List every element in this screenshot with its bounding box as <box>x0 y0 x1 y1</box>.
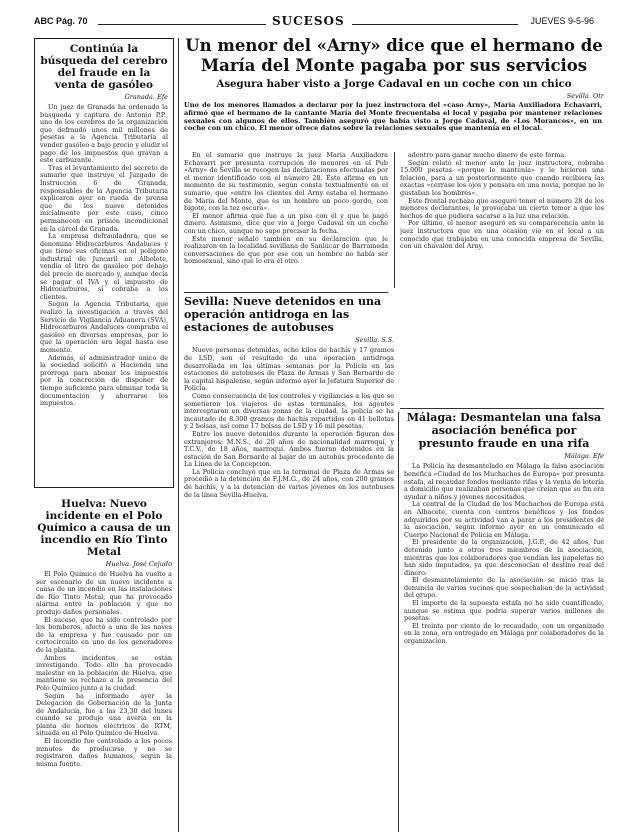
main-lead: Uno de los menores llamados a declarar por la juez instructora del «caso Arny», María Auxiliadora Echavarri, afirmó que el hermano de la cantante María del Monte frecuentaba el local y pagaba por mantener relaciones sexuales con algunos de ellos. También aseguró que había visto a Jorge Cadaval, de «Los Morancos», en un coche con un chico. El menor ofrece datos sobre la relaciones sexuales que mantenía en el local. <box>184 102 602 133</box>
page-date: JUEVES 9-5-96 <box>530 16 594 26</box>
paragraph: Este frontal rechazo que aseguró tener el número 28 de los menores declarantes, le provocaba un cierto temor a que los hechos de que pudiera sacarse a la luz una relación. <box>400 196 604 220</box>
paragraph: Ambos incidentes se están investigando. Todo ello ha provocado malestar en la población de Huelva, que mantiene su rechazo a la presencia del Polo Químico junto a la ciudad. <box>36 653 172 692</box>
story-byline-sevilla: Sevilla. S.S. <box>355 336 394 345</box>
brief-title-fraud: Continúa la búsqueda del cerebro del fraude en la venta de gasóleo <box>40 43 168 91</box>
main-subtitle-wrap <box>184 78 604 92</box>
main-column-divider <box>394 152 395 288</box>
paragraph: El treinta por ciento de lo recaudado, con un organizado en la zona, era entregado en Málaga por colaboradores de la organización. <box>404 621 604 646</box>
newspaper-page <box>34 14 604 832</box>
paragraph: El Polo Químico de Huelva ha vuelto a ser escenario de un nuevo incidente a causa de un incendio en las instalaciones de Río Tinto Metal, que ha provocado alarma entre la población y que no produjo daños personales. <box>36 570 172 616</box>
paragraph: adentro para ganar mucho dinero de este forma. <box>408 152 567 159</box>
paragraph: Según la Agencia Tributaria, que realizó la investigación a través del Servicio de Vigilancia Aduanera (SVA), Hidrocarburos Andaluces compraba el gasóleo en diversas empresas, por lo que la operación era legal hasta ese momento. <box>40 300 168 354</box>
section-title: SUCESOS <box>272 14 345 28</box>
main-lead-wrap <box>184 102 602 150</box>
brief-title-huelva: Huelva: Nuevo incidente en el Polo Químico a causa de un incendio en Río Tinto Metal <box>37 498 171 558</box>
brief-byline-huelva: Huelva. José Cejudo <box>105 560 172 568</box>
story-sevilla <box>184 296 394 832</box>
paragraph: En el sumario que instruye la juez María Auxiliadora Echavarri por presunta corrupción de menores en el Pub «Arny» de Sevilla se recogen las declaraciones efectuadas por el menor identificado con el número 28. Éste afirma en un momento de su testimonio, según consta textualmente en el sumario, que «entre los clientes del Arny estaba el hermano de María del Monte, que es un hombre un poco gordo, con bigote, con la tez oscura». <box>184 152 388 213</box>
main-column-2 <box>400 152 604 406</box>
story-title-sevilla: Sevilla: Nueve detenidos en una operación antidroga en las estaciones de autobuses <box>184 296 382 334</box>
paragraph: El menor afirma que fue a un piso con él y que le pagó dinero. Asimismo, dice que vio a Jorge Cadaval en un coche con un chico, aunque no supo precisar la fecha. <box>184 211 388 235</box>
story-byline-malaga: Málaga. Efe <box>564 452 604 461</box>
paragraph: El suceso, que ha sido controlado por los bomberos, afectó a una de las naves de la empresa y fue causado por un cortocircuito en uno de los generadores de la planta. <box>36 615 172 654</box>
paragraph: Un juez de Granada ha ordenado la búsqueda y captura de Antonio P.P., uno de los cerebros de la organización que defraudó unos mil millones de pesetas a la Agencia Tributaria al vender gasóleo a bajo precio y eludir el pago de los impuestos que gravan a este carburante. <box>40 103 168 165</box>
brief-byline-fraud: Granada. Efe <box>124 93 168 101</box>
brief-huelva <box>36 498 172 832</box>
paragraph: Nueve personas detenidas, ocho kilos de hachís y 17 gramos de LSD, son el resultado de una operación antidroga desarrollada en las últimas semanas por la Policía en las estaciones de autobuses de Plaza de Armas y San Bernardo de la capital hispalense, según informó ayer la Jefatura Superior de Policía. <box>184 346 394 393</box>
paragraph: La Policía concluyó que en la terminal de Plaza de Armas se procedió a la detención de F.J.M.G., de 24 años, con 200 gramos de hachís, y a la detención de varios jóvenes en los autobuses de la línea Sevilla-Huelva. <box>184 467 394 499</box>
paragraph: La empresa defraudadora, que se denomina Hidrocarburos Andaluces y que tiene sus oficinas en el polígono industrial de Juncaril en Albolote, vendía el litro de gasóleo por debajo del precio de mercado y, aunque decía se pagar el IVA y el impuesto de Hidrocarburos, sí cobraba a los clientes. <box>40 232 168 301</box>
column-divider-right <box>398 412 399 832</box>
paragraph: La central de la Ciudad de los Muchachos de Europa está en Albacete, cuenta con centros benéficos y los fondos adquiridos por su actividad van a parar a los presidentes de la asociación, según informó ayer en un comunicado el Cuerpo Nacional de Policía en Málaga. <box>404 500 604 539</box>
paragraph: Además, el administrador único de la sociedad solicitó a Hacienda una prórroga para abonar los impuestos por la concreción de disponer de tiempo suficiente para eliminar toda la documentación y ahorrarse los impuestos. <box>40 353 168 408</box>
paragraph: El desmantelamiento de la asociación se inició tras la denuncia de varios vecinos que sospechaban de la actividad del grupo. <box>404 576 604 600</box>
story-separator-right <box>400 408 604 409</box>
column-divider <box>178 38 179 832</box>
main-byline: Sevilla. Otr <box>566 92 604 100</box>
main-title: Un menor del «Arny» dice que el hermano de María del Monte pagaba por sus servicios <box>185 36 603 75</box>
header-rule-left <box>98 24 266 25</box>
story-body-malaga <box>404 463 604 645</box>
main-column-1 <box>184 152 388 288</box>
paragraph: Según ha informado ayer la Delegación de Gobernación de la Junta de Andalucía, fue a las 23,30 del lunes cuando se produjo una avería en la planta de hornos eléctricos de RTM, situada en el Polo Químico de Huelva. <box>36 691 172 738</box>
page-number: ABC Pág. 70 <box>34 16 88 26</box>
main-subtitle: Asegura haber visto a Jorge Cadaval en un coche con un chico <box>216 78 572 90</box>
story-title-malaga: Málaga: Desmantelan una falsa asociación benéfica por presunto fraude en una rifa <box>406 412 602 450</box>
paragraph: El importe de la supuesta estafa no ha sido cuantificado, aunque se estima que podría superar varios millones de pesetas. <box>404 599 604 623</box>
paragraph: Este menor señaló también en su declaración que le realizaron en la localidad sevillana de Sanlúcar de Barrameda conversaciones de que por ese con un hombre no había ser homosexual, sino que lo era él otro. <box>184 234 388 266</box>
story-body-sevilla <box>184 347 394 499</box>
header-rule-right <box>352 24 518 25</box>
brief-body-huelva <box>36 571 172 768</box>
brief-box-fraud <box>34 38 174 488</box>
story-separator <box>184 292 388 293</box>
page-header <box>34 14 604 32</box>
paragraph: El incendio fue controlado a los pocos minutos de producirse y no se registraron daños humanos, según la misma fuente. <box>36 737 172 768</box>
paragraph: Según relató el menor ante la juez instructora, cobraba 15.000 pesetas «porque le mantenía» y le hicieron una felación, para a un posteriormente que cuando recibiera las exactas «cerrase los ojos y pensara en una novia, porque no le gustaban los hombres». <box>400 158 604 197</box>
story-malaga <box>404 412 604 832</box>
main-headline <box>184 36 604 76</box>
paragraph: El presidente de la organización, J.G.P., de 42 años, fue detenido junto a otros tres miembros de la asociación, mientras que los colaboradores que vendían las papeletas no han sido imputados, ya que desconocían el destino real del dinero. <box>404 538 604 577</box>
paragraph: La Policía ha desmantelado en Málaga la falsa asociación benéfica «Ciudad de los Muchachos de Europa» por presunta estafa, al recaudar fondos mediante rifas y la venta de lotería a domicilio que realizaban personas que creían que su fin era ayudar a niños y jóvenes necesitados. <box>404 462 604 501</box>
paragraph: Como consecuencia de los controles y vigilancias a los que se sometieron los viajeros de estas terminales, los agentes interceptaron en diversas zonas de la ciudad, la policía se ha incautado de 8.300 gramos de hachís repartidos en 41 bellotas y 2 bolsas, así como 17 bolsas de LSD y 16 mil pesetas. <box>184 391 394 431</box>
paragraph: Tras el levantamiento del secreto de sumario que instruye el Juzgado de Instrucción 6 de Granada, responsables de la Agencia Tributaria explicaron ayer en rueda de prensa que de los nueve detenidos inicialmente por este caso, cinco permanecen en prisión incondicional en la cárcel de Granada. <box>40 163 168 233</box>
paragraph: Entre los nueve detenidos durante la operación figuran dos extranjeros: M.N.S., de 20 años de nacionalidad marroquí, y T.C.V., de 18 años, marroquí. Ambos fueron detenidos en la estación de San Bernardo al bajar de un autobús procedente de La Línea de la Concepción. <box>184 429 394 469</box>
brief-body-fraud <box>40 104 168 408</box>
main-byline-wrap <box>184 92 604 102</box>
paragraph: Por último, el menor aseguró en su comparecencia ante la juez instructora que en una ocasión vio en el local a un conocido que trabajaba en una conocida empresa de Sevilla, con un chavalón del Arny. <box>400 219 604 251</box>
